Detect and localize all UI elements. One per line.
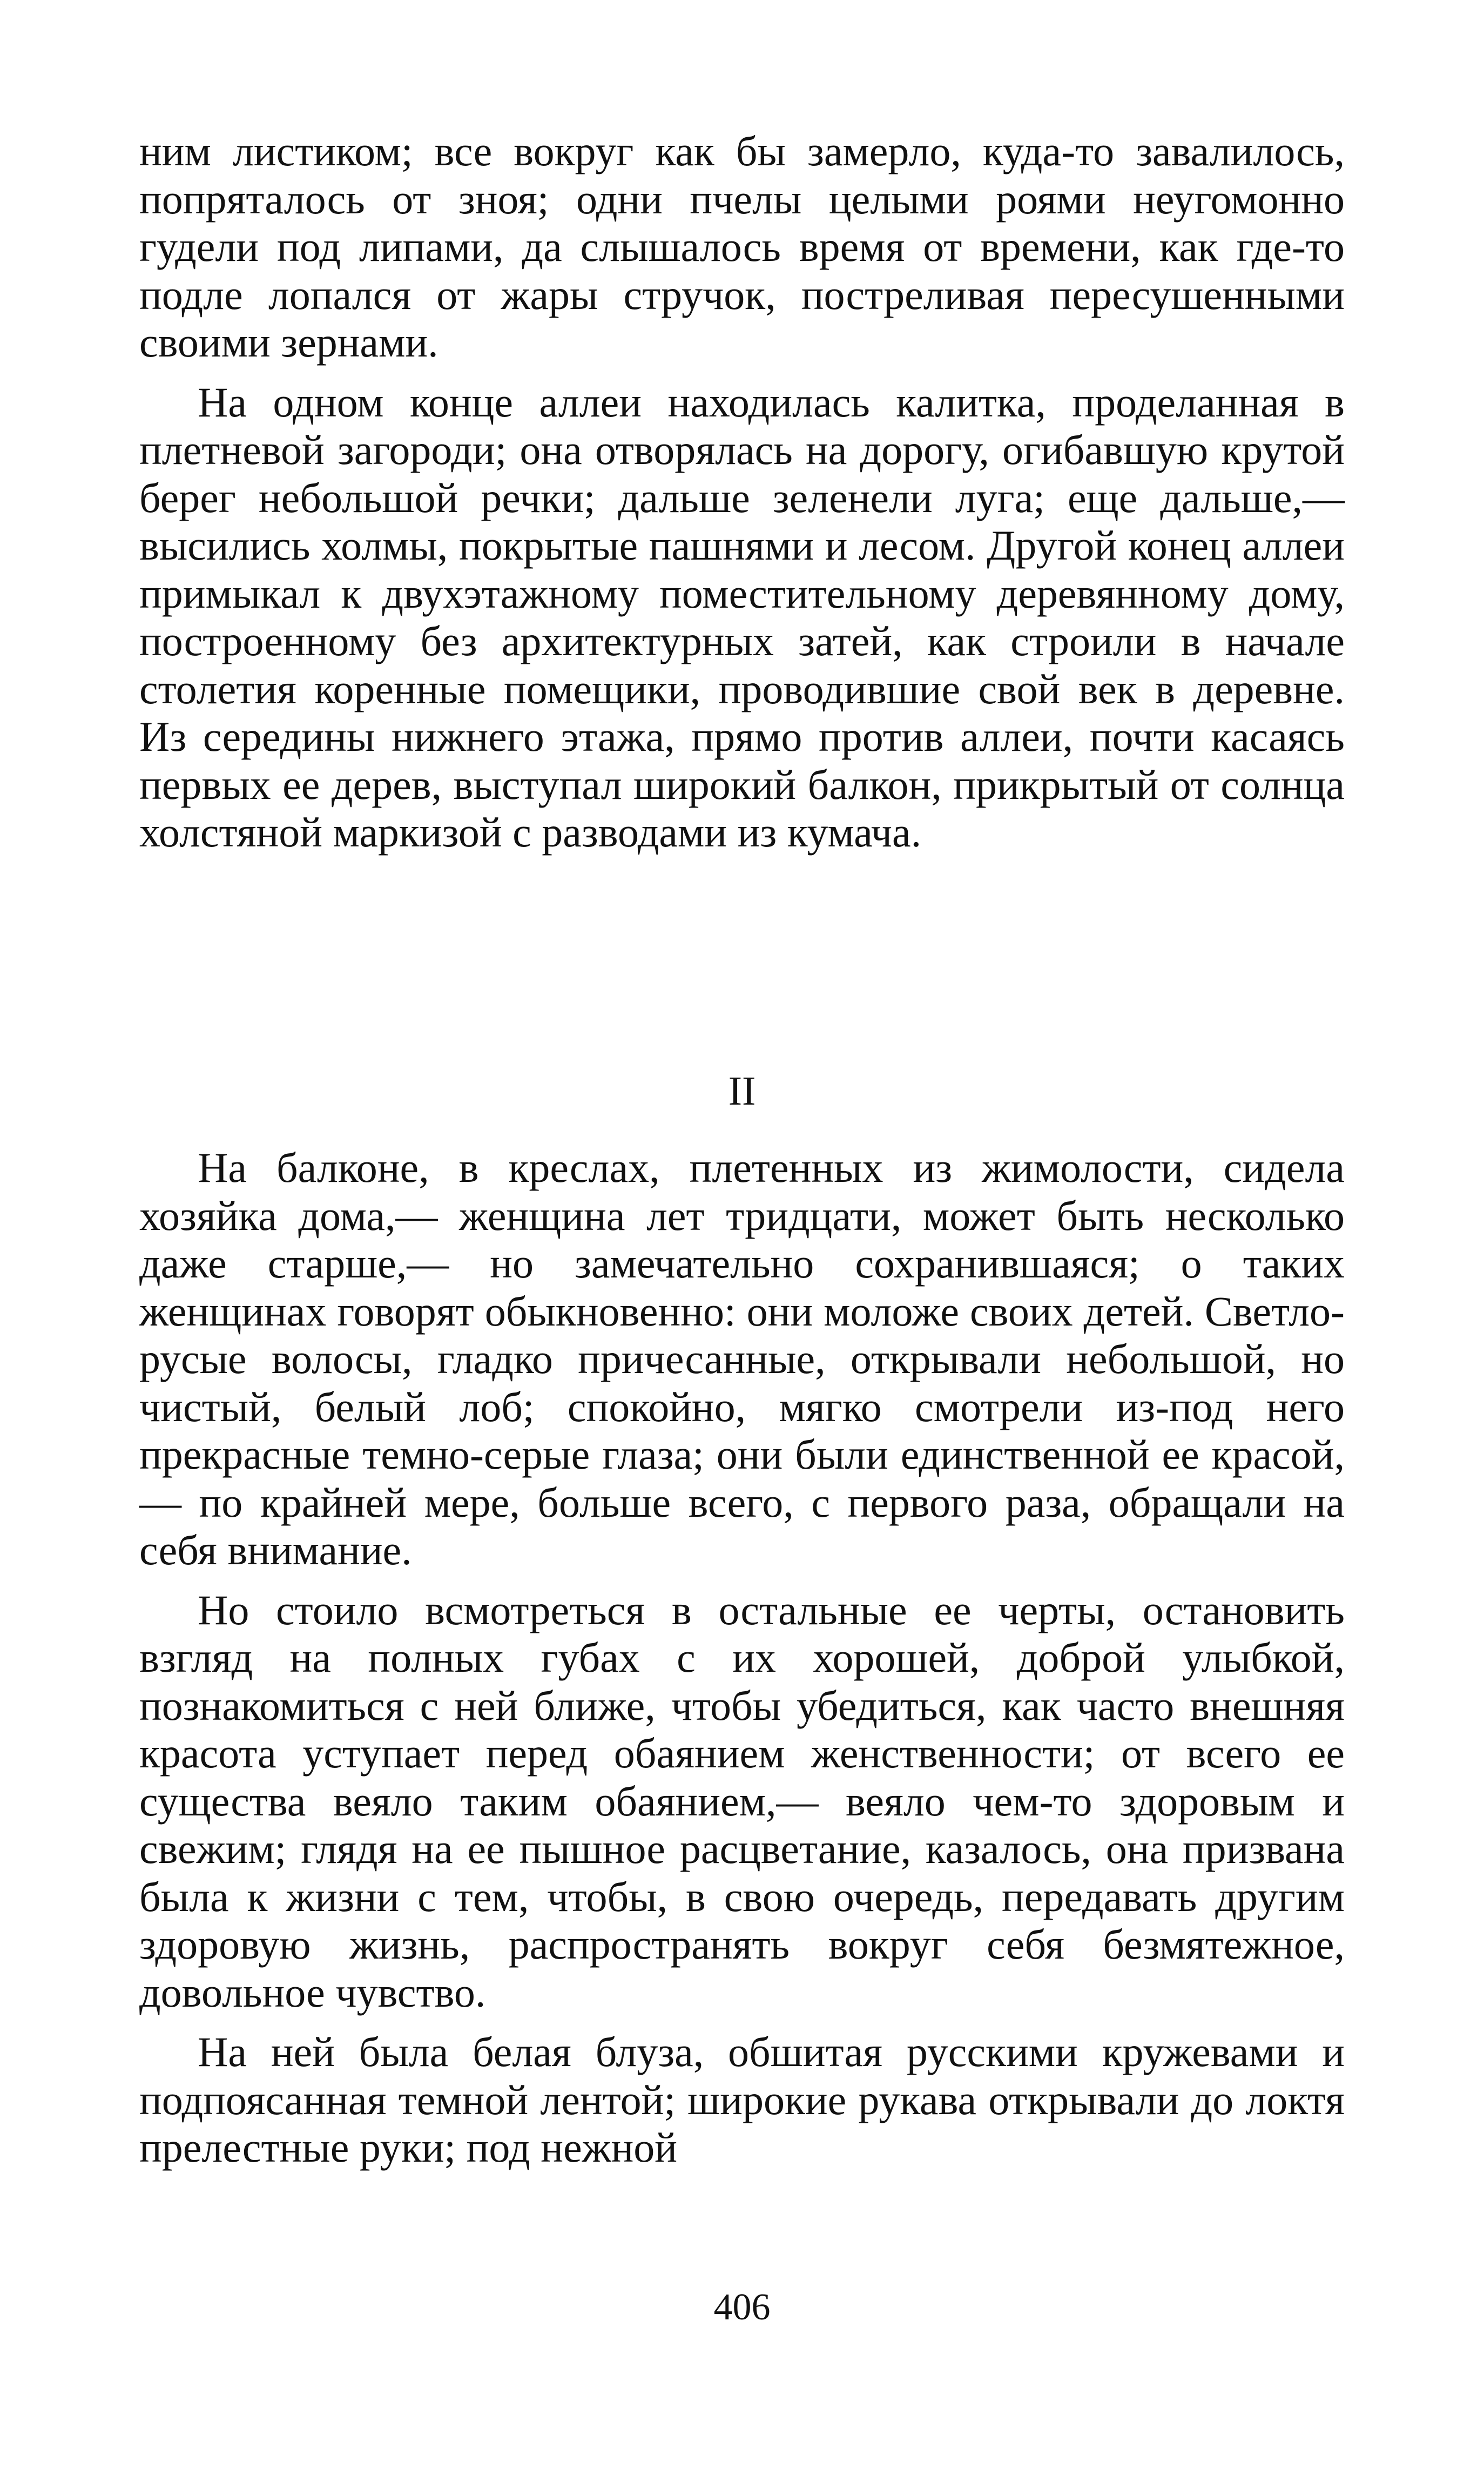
text-section-bottom: [139, 1144, 1345, 2172]
page-number: 406: [713, 2286, 771, 2328]
paragraph-continuation: ним листиком; все вокруг как бы замерло, куда-то завалилось, попряталось от зноя; одни пчелы целыми роями неугомонно гудели под липами, да слышалось время от времени, как где-то подле лопался от жары стручок, постреливая пересушенными своими зернами.: [139, 127, 1345, 366]
text-section-top: [139, 127, 1345, 857]
paragraph: Но стоило всмотреться в остальные ее черты, остановить взгляд на полных губах с их хорошей, доброй улыбкой, познакомиться с ней ближе, чтобы убедиться, как часто внешняя красота уступает перед обаянием женственности; от всего ее существа веяло таким обаянием,— веяло чем-то здоровым и свежим; глядя на ее пышное расцветание, казалось, она призвана была к жизни с тем, чтобы, в свою очередь, передавать другим здоровую жизнь, распространять вокруг себя безмятежное, довольное чувство.: [139, 1586, 1345, 2016]
paragraph: На ней была белая блуза, обшитая русскими кружевами и подпоясанная темной лентой; широкие рукава открывали до локтя прелестные руки; под нежной: [139, 2028, 1345, 2171]
paragraph: На балконе, в креслах, плетенных из жимолости, сидела хозяйка дома,— женщина лет тридцати, может быть несколько даже старше,— но замечательно сохранившаяся; о таких женщинах говорят обыкновенно: они моложе своих детей. Светло-русые волосы, гладко причесанные, открывали небольшой, но чистый, белый лоб; спокойно, мягко смотрели из-под него прекрасные темно-серые глаза; они были единственной ее красой,— по крайней мере, больше всего, с первого раза, обращали на себя внимание.: [139, 1144, 1345, 1573]
chapter-heading: II: [728, 1068, 756, 1114]
paragraph: На одном конце аллеи находилась калитка, проделанная в плетневой загороди; она отворялась на дорогу, огибавшую крутой берег небольшой речки; дальше зеленели луга; еще дальше,— высились холмы, покрытые пашнями и лесом. Другой конец аллеи примыкал к двухэтажному поместительному деревянному дому, построенному без архитектурных затей, как строили в начале столетия коренные помещики, проводившие свой век в деревне. Из середины нижнего этажа, прямо против аллеи, почти касаясь первых ее дерев, выступал широкий балкон, прикрытый от солнца холстяной маркизой с разводами из кумача.: [139, 378, 1345, 856]
